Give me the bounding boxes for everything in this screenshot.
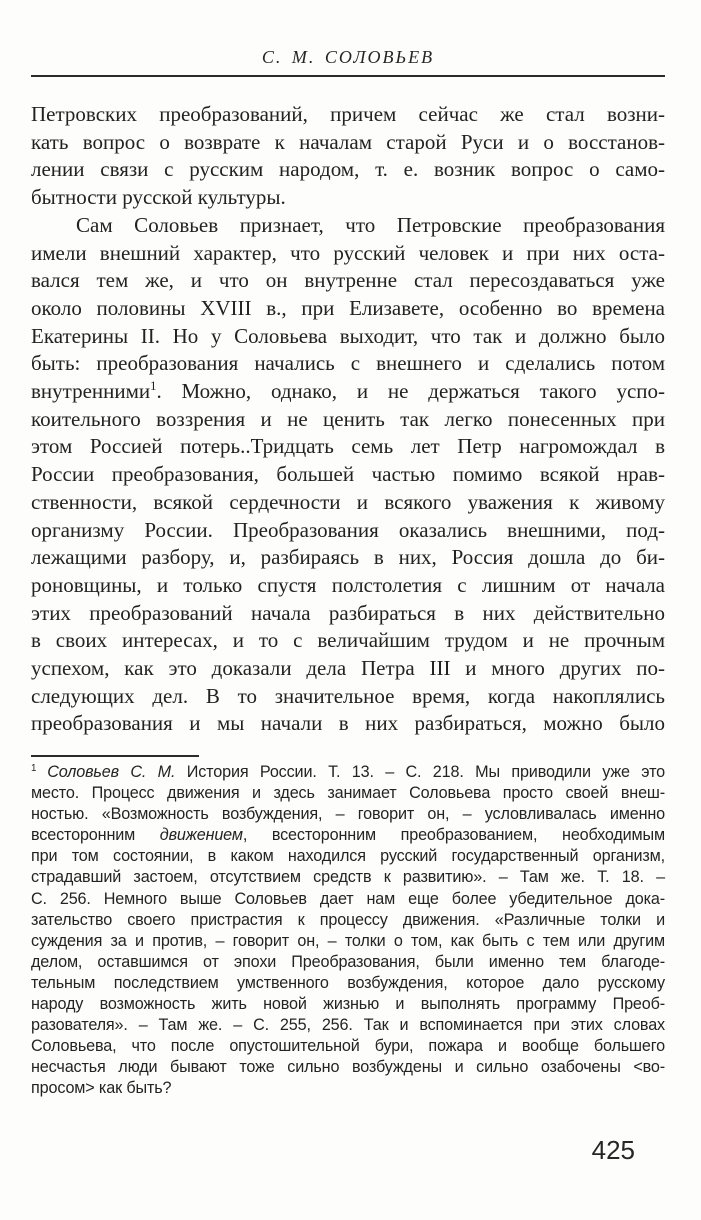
text-segment: 1 xyxy=(150,379,157,394)
text-segment: успехом, как это доказали дела Петра III и много других по- xyxy=(31,656,665,681)
text-segment: этих преобразований начала разбираться в них действительно xyxy=(31,600,665,625)
footnote-separator xyxy=(31,755,199,757)
text-segment: всесторонним xyxy=(31,826,160,845)
text-segment: в своих интересах, и то с величайшим трудом и не прочным xyxy=(31,628,665,653)
text-line xyxy=(31,1078,665,1099)
text-line xyxy=(31,489,665,517)
text-segment: народу возможность жить новой жизнью и выполнять программу Преоб- xyxy=(31,995,665,1014)
text-line xyxy=(31,783,665,804)
text-segment: История России. Т. 13. – С. 218. Мы приводили уже это xyxy=(175,763,665,781)
text-line xyxy=(31,804,665,825)
text-line xyxy=(31,1057,665,1078)
text-segment: лежащими разбору, и, разбираясь в них, Россия дошла до би- xyxy=(31,545,665,570)
text-line xyxy=(31,627,665,655)
text-segment: коительного воззрения и не ценить так легко понесенных при xyxy=(31,406,665,431)
text-segment: этом Россией потерь..Тридцать семь лет Петр нагромождал в xyxy=(31,434,665,459)
text-line xyxy=(31,350,665,378)
page-number: 425 xyxy=(591,1135,635,1165)
text-segment: организму России. Преобразования оказались внешними, под- xyxy=(31,517,665,542)
text-line xyxy=(31,101,665,129)
header-rule xyxy=(31,75,665,77)
text-line xyxy=(31,517,665,545)
text-segment: место. Процесс движения и здесь занимает Соловьева просто своей внеш- xyxy=(31,784,665,803)
text-segment: роновщины, и только спустя полстолетия с лишним от начала xyxy=(31,572,665,597)
text-segment: бытности русской культуры. xyxy=(31,185,286,210)
text-segment: вался тем же, и что он внутренне стал пересоздаваться уже xyxy=(31,268,665,293)
text-segment: страдавший застоем, отсутствием средств к развитию». – Там же. Т. 18. – xyxy=(31,868,665,887)
text-segment: движением xyxy=(159,826,243,845)
text-segment: делом, оставшимся от эпохи Преобразования, были именно тем благоде- xyxy=(31,952,665,971)
text-line xyxy=(31,994,665,1015)
running-head xyxy=(31,47,665,68)
text-line xyxy=(31,846,665,867)
text-segment: Екатерины II. Но у Соловьева выходит, что так и должно было xyxy=(31,323,665,348)
text-line xyxy=(31,1036,665,1057)
text-segment: , всесторонним преобразованием, необходимым xyxy=(242,826,665,845)
text-line xyxy=(31,952,665,973)
text-line xyxy=(31,267,665,295)
text-line xyxy=(31,1015,665,1036)
text-segment: С. 256. Немного выше Соловьев дает нам еще более убедительное дока- xyxy=(31,889,665,908)
text-segment: суждения за и против, – говорит он, – толки о том, как быть с тем или другим xyxy=(31,931,665,950)
text-segment: около половины XVIII в., при Елизавете, особенно во времена xyxy=(31,295,665,320)
text-segment: разователя». – Там же. – С. 255, 256. Так и вспоминается при этих словах xyxy=(31,1016,665,1035)
text-segment: Петровских преобразований, причем сейчас же стал возни- xyxy=(31,102,665,126)
text-line xyxy=(31,295,665,323)
text-line xyxy=(31,710,665,738)
text-segment: . Можно, однако, и не держаться такого успо- xyxy=(156,379,665,404)
text-line xyxy=(31,867,665,888)
text-line xyxy=(31,655,665,683)
text-line xyxy=(31,323,665,351)
text-line xyxy=(31,378,665,406)
running-head-title: С. М. СОЛОВЬЕВ xyxy=(261,47,435,67)
text-segment: кать вопрос о возврате к началам старой Руси и о восстанов- xyxy=(31,129,665,154)
text-line xyxy=(31,184,665,212)
text-line xyxy=(31,129,665,157)
text-line xyxy=(31,433,665,461)
text-segment: имели внешний характер, что русский человек и при них оста- xyxy=(31,240,665,265)
footnote-text xyxy=(31,762,665,1100)
text-line xyxy=(31,212,665,240)
text-segment: зательство своего пристрастия к процессу движения. «Различные толки и xyxy=(31,910,665,929)
text-segment: просом> как быть? xyxy=(31,1079,172,1098)
text-segment: следующих дел. В то значительное время, когда накоплялись xyxy=(31,683,665,708)
text-line xyxy=(31,600,665,628)
text-segment: России преобразования, большей частью помимо всякой нрав- xyxy=(31,462,665,487)
text-line xyxy=(31,910,665,931)
text-line xyxy=(31,889,665,910)
text-line xyxy=(31,825,665,846)
text-segment: ственности, всякой сердечности и всякого уважения к живому xyxy=(31,489,665,514)
text-segment: лении связи с русским народом, т. е. возник вопрос о само- xyxy=(31,157,665,182)
text-segment: преобразования и мы начали в них разбираться, можно было xyxy=(31,711,665,736)
text-line xyxy=(31,240,665,268)
text-segment: несчастья люди бывают тоже сильно возбуждены и сильно озабочены <во- xyxy=(31,1058,665,1077)
text-segment: внутренними xyxy=(31,379,151,404)
text-segment: Сам Соловьев признает, что Петровские преобразования xyxy=(76,212,665,237)
text-segment: тельным последствием умственного возбуждения, которое дало русскому xyxy=(31,973,665,992)
text-line xyxy=(31,931,665,952)
text-line xyxy=(31,156,665,184)
body-text xyxy=(31,101,665,738)
text-segment: быть: преобразования начались с внешнего и сделались потом xyxy=(31,351,665,376)
text-segment: 1 xyxy=(31,762,37,774)
text-segment: при том состоянии, в каком находился русский государственный организм, xyxy=(31,847,665,866)
text-line xyxy=(31,461,665,489)
text-line xyxy=(31,973,665,994)
text-line xyxy=(31,572,665,600)
text-segment: ностью. «Возможность возбуждения, – говорит он, – условливалась именно xyxy=(31,805,665,824)
text-segment: Соловьева, что после опустошительной бури, пожара и вообще большего xyxy=(31,1037,665,1056)
text-line xyxy=(31,683,665,711)
text-line xyxy=(31,762,665,783)
text-line xyxy=(31,406,665,434)
text-segment: Соловьев С. М. xyxy=(47,763,176,781)
text-line xyxy=(31,544,665,572)
